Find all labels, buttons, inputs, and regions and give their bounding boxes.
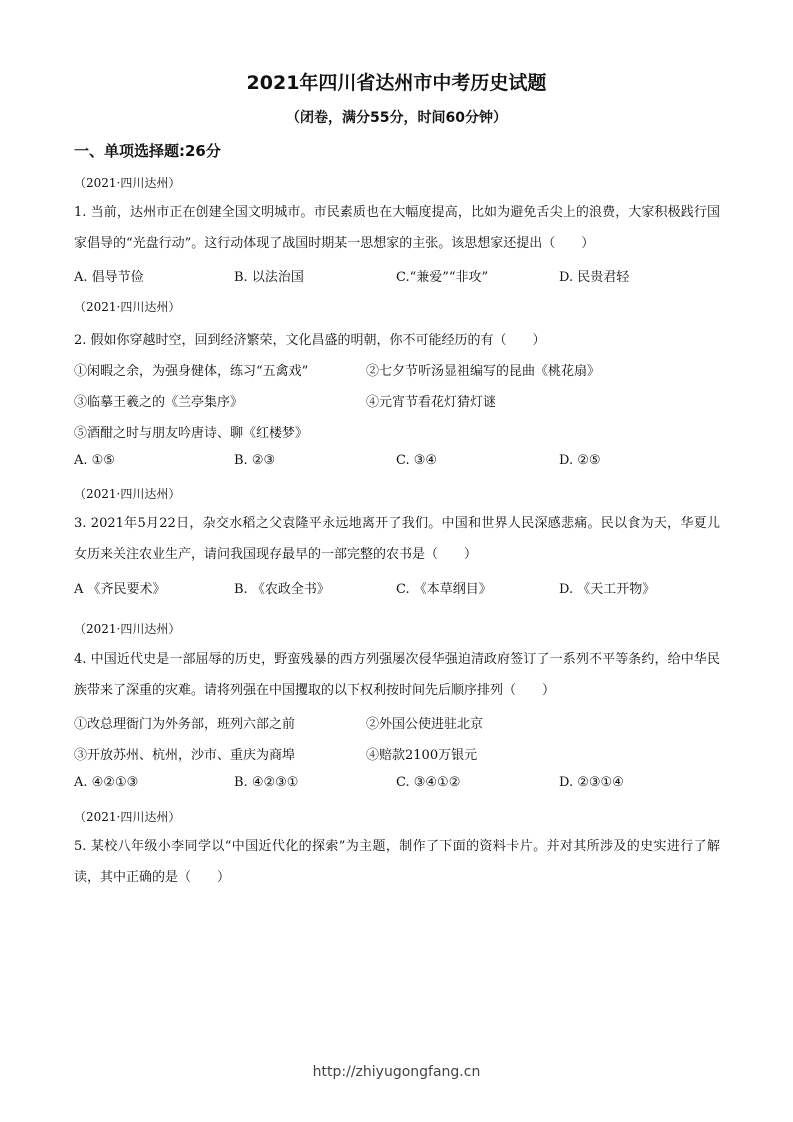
question-1-option-a: A. 倡导节俭 [74, 270, 144, 285]
question-source: （2021·四川达州） [74, 622, 181, 636]
question-2-text: 2. 假如你穿越时空，回到经济繁荣，文化昌盛的明朝，你不可能经历的有（ ） [74, 333, 546, 348]
exam-conditions: （闭卷，满分55分，时间60分钟） [286, 110, 507, 126]
question-1-option-b: B. 以法治国 [234, 270, 304, 285]
question-3-option-b: B. 《农政全书》 [234, 582, 330, 597]
question-source: （2021·四川达州） [74, 176, 181, 190]
question-2-option-d: D. ②⑤ [559, 453, 601, 468]
question-1-option-c: C.“兼爱”“非攻” [396, 270, 489, 285]
page-title: 2021年四川省达州市中考历史试题 [246, 72, 547, 94]
question-2-item-4: ④元宵节看花灯猜灯谜 [366, 395, 497, 410]
question-2-item-5: ⑤酒酣之时与朋友吟唐诗、聊《红楼梦》 [74, 426, 309, 441]
question-3-option-a: A 《齐民要术》 [74, 582, 166, 597]
question-2-item-1: ①闲暇之余，为强身健体，练习“五禽戏” [74, 364, 309, 379]
question-4-text: 4. 中国近代史是一部屈辱的历史，野蛮残暴的西方列强屡次侵华强迫清政府签订了一系列不平等条约，给中华民族带来了深重的灾难。请将列强在中国攫取的以下权利按时间先后顺序排列（ ） [74, 652, 720, 698]
section-heading: 一、单项选择题:26分 [74, 142, 221, 160]
question-2-item-3: ③临摹王羲之的《兰亭集序》 [74, 395, 244, 410]
question-2-option-b: B. ②③ [234, 453, 276, 468]
question-4-item-2: ②外国公使进驻北京 [366, 717, 484, 732]
question-source: （2021·四川达州） [74, 300, 181, 314]
footer-url: http://zhiyugongfang.cn [312, 1064, 481, 1080]
question-4-item-1: ①改总理衙门为外务部，班列六部之前 [74, 717, 296, 732]
question-3-text: 3. 2021年5月22日，杂交水稻之父袁隆平永远地离开了我们。中国和世界人民深感悲痛。民以食为天，华夏儿女历来关注农业生产，请问我国现存最早的一部完整的农书是（ ） [74, 516, 720, 562]
question-1-option-d: D. 民贵君轻 [559, 270, 630, 285]
question-4-option-a: A. ④②①③ [74, 775, 139, 790]
question-source: （2021·四川达州） [74, 810, 181, 824]
question-4-option-d: D. ②③①④ [559, 775, 624, 790]
question-4-option-b: B. ④②③① [234, 775, 299, 790]
question-source: （2021·四川达州） [74, 487, 181, 501]
question-1-text: 1. 当前，达州市正在创建全国文明城市。市民素质也在大幅度提高，比如为避免舌尖上的浪费，大家积极践行国家倡导的“光盘行动”。这行动体现了战国时期某一思想家的主张。该思想家还提出（ ） [74, 205, 720, 251]
question-3-option-d: D. 《天工开物》 [559, 582, 656, 597]
question-4-option-c: C. ③④①② [396, 775, 461, 790]
question-4-item-4: ④赔款2100万银元 [366, 748, 478, 763]
question-2-option-c: C. ③④ [396, 453, 438, 468]
question-2-item-2: ②七夕节听汤显祖编写的昆曲《桃花扇》 [366, 364, 601, 379]
question-4-item-3: ③开放苏州、杭州，沙市、重庆为商埠 [74, 748, 296, 763]
question-5-text: 5. 某校八年级小李同学以“中国近代化的探索”为主题，制作了下面的资料卡片。并对其所涉及的史实进行了解读，其中正确的是（ ） [74, 839, 720, 885]
question-3-option-c: C. 《本草纲目》 [396, 582, 492, 597]
question-2-option-a: A. ①⑤ [74, 453, 115, 468]
